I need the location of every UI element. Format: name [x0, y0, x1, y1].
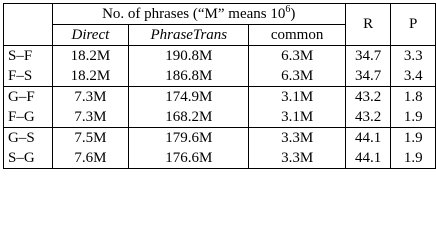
cell-direct: 7.6M [52, 148, 128, 169]
cell-p: 3.4 [391, 66, 436, 87]
cell-p: 3.3 [391, 46, 436, 67]
cell-common: 6.3M [249, 46, 345, 67]
group-header-exponent: 6 [285, 3, 291, 15]
table-row [4, 107, 436, 128]
cell-common: 6.3M [249, 66, 345, 87]
cell-common: 3.3M [249, 148, 345, 169]
cell-phrasetrans: 179.6M [129, 128, 249, 149]
cell-r: 43.2 [345, 107, 391, 128]
cell-direct: 7.3M [52, 107, 128, 128]
cell-direct: 7.3M [52, 87, 128, 108]
group-header-label: No. of phrases (“M” means 10 [102, 5, 286, 22]
cell-common: 3.3M [249, 128, 345, 149]
table-row [4, 148, 436, 169]
cell-direct: 18.2M [52, 46, 128, 67]
cell-common: 3.1M [249, 107, 345, 128]
cell-phrasetrans: 174.9M [129, 87, 249, 108]
table-row [4, 46, 436, 67]
header-common: common [249, 25, 345, 46]
header-direct: Direct [52, 25, 128, 46]
header-r: R [345, 4, 391, 46]
cell-direct: 7.5M [52, 128, 128, 149]
cell-pair: G–S [4, 128, 53, 149]
cell-phrasetrans: 190.8M [129, 46, 249, 67]
cell-pair: S–G [4, 148, 53, 169]
cell-r: 34.7 [345, 46, 391, 67]
cell-r: 43.2 [345, 87, 391, 108]
cell-r: 44.1 [345, 128, 391, 149]
cell-common: 3.1M [249, 87, 345, 108]
header-phrasetrans: PhraseTrans [129, 25, 249, 46]
table-row [4, 87, 436, 108]
table-row [4, 66, 436, 87]
group-header-close: ) [290, 5, 296, 22]
phrase-count-table [3, 3, 436, 169]
table-row [4, 128, 436, 149]
header-corner-cell [4, 4, 53, 46]
phrase-count-table-container [3, 3, 436, 169]
header-row-1 [4, 4, 436, 25]
cell-p: 1.9 [391, 128, 436, 149]
cell-p: 1.9 [391, 148, 436, 169]
cell-p: 1.8 [391, 87, 436, 108]
cell-direct: 18.2M [52, 66, 128, 87]
cell-p: 1.9 [391, 107, 436, 128]
cell-pair: G–F [4, 87, 53, 108]
cell-phrasetrans: 168.2M [129, 107, 249, 128]
cell-phrasetrans: 176.6M [129, 148, 249, 169]
phrase-count-group-header [52, 4, 345, 25]
cell-r: 34.7 [345, 66, 391, 87]
header-p: P [391, 4, 436, 46]
cell-r: 44.1 [345, 148, 391, 169]
cell-pair: F–G [4, 107, 53, 128]
cell-pair: S–F [4, 46, 53, 67]
cell-pair: F–S [4, 66, 53, 87]
cell-phrasetrans: 186.8M [129, 66, 249, 87]
